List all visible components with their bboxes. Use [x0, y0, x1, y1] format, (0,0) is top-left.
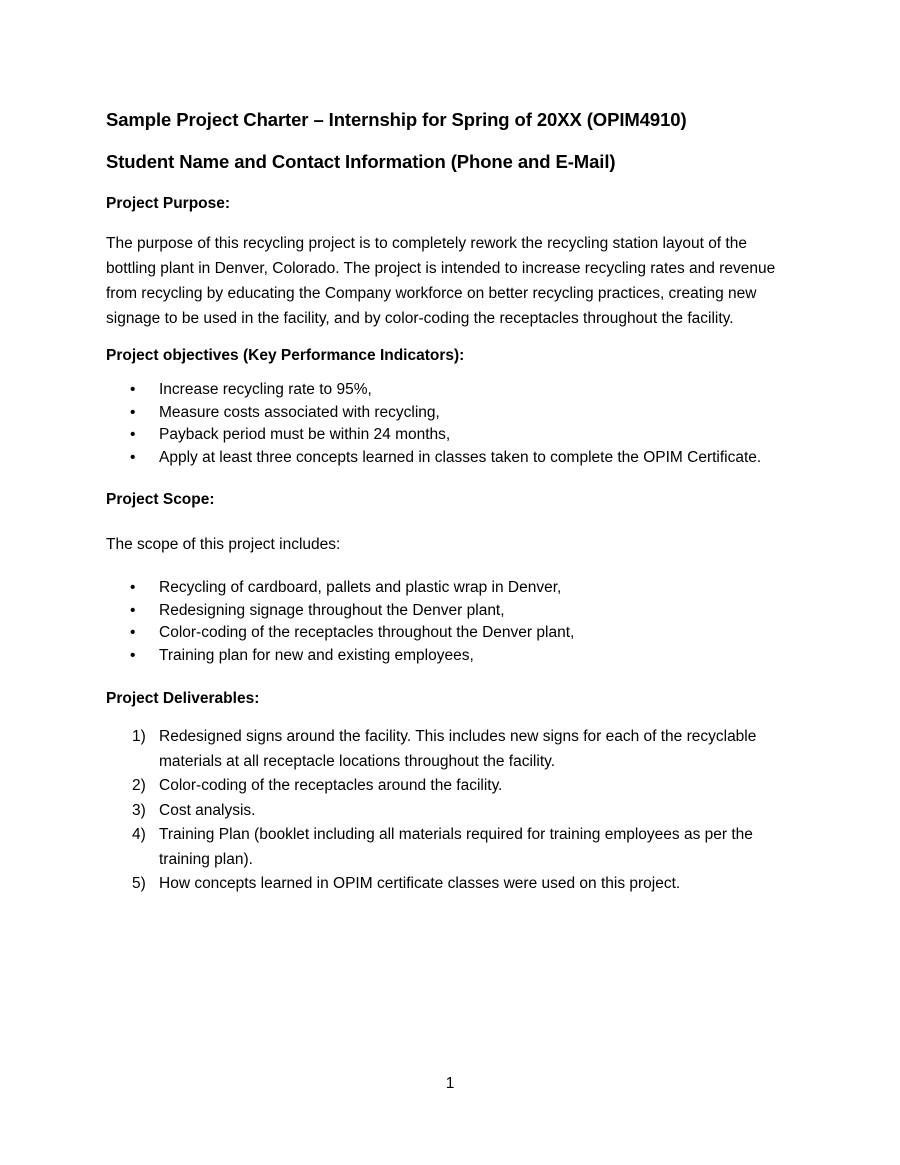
deliverable-item [106, 725, 796, 774]
bullet-icon: • [130, 624, 136, 641]
objective-item [106, 424, 796, 447]
document-title: Sample Project Charter – Internship for Spring of 20XX (OPIM4910) [106, 109, 687, 130]
deliverable-item [106, 799, 796, 824]
deliverable-text: How concepts learned in OPIM certificate classes were used on this project. [159, 875, 681, 892]
bullet-icon: • [130, 646, 136, 664]
scope-text: Training plan for new and existing employees, [159, 646, 474, 664]
page-number: 1 [445, 1075, 455, 1092]
deliverable-text: Color-coding of the receptacles around the facility. [159, 777, 503, 794]
bullet-icon: • [130, 448, 136, 466]
deliverable-item [106, 774, 796, 799]
bullet-icon: • [130, 381, 136, 398]
deliverables-list [106, 725, 796, 897]
scope-heading: Project Scope: [106, 491, 215, 508]
scope-item [106, 577, 796, 600]
scope-item [106, 622, 796, 645]
bullet-icon: • [130, 601, 136, 619]
deliverable-item [106, 872, 796, 897]
objective-item [106, 379, 796, 402]
objectives-list [106, 379, 796, 469]
objective-text: Increase recycling rate to 95%, [159, 381, 372, 398]
objective-text: Apply at least three concepts learned in classes taken to complete the OPIM Certificate. [159, 448, 762, 466]
bullet-icon: • [130, 579, 136, 596]
scope-item [106, 645, 796, 668]
deliverable-number: 1) [132, 728, 146, 745]
deliverable-number: 2) [132, 777, 146, 794]
scope-text: Recycling of cardboard, pallets and plastic wrap in Denver, [159, 579, 562, 596]
deliverables-heading: Project Deliverables: [106, 690, 260, 707]
deliverable-number: 4) [132, 826, 146, 843]
deliverable-text: Cost analysis. [159, 801, 256, 819]
objective-item [106, 447, 796, 470]
objective-item [106, 402, 796, 425]
scope-list [106, 577, 796, 667]
deliverable-text: Training Plan (booklet including all materials required for training employees as per the training plan). [159, 826, 753, 868]
objective-text: Payback period must be within 24 months, [159, 426, 451, 443]
purpose-heading: Project Purpose: [106, 195, 231, 212]
scope-item [106, 600, 796, 623]
objective-text: Measure costs associated with recycling, [159, 403, 440, 421]
deliverable-item [106, 823, 796, 872]
deliverable-number: 3) [132, 801, 146, 819]
objectives-heading: Project objectives (Key Performance Indicators): [106, 347, 465, 364]
purpose-paragraph: The purpose of this recycling project is to completely rework the recycling station layout of the bottling plant in Denver, Colorado. The project is intended to increase recycling rates and revenue from recycling by educating the Company workforce on better recycling practices, creating new signage to be used in the facility, and by color-coding the receptacles throughout the facility. [106, 235, 776, 327]
scope-text: Color-coding of the receptacles throughout the Denver plant, [159, 624, 575, 641]
document-subtitle: Student Name and Contact Information (Phone and E-Mail) [106, 151, 616, 172]
scope-intro: The scope of this project includes: [106, 536, 341, 553]
deliverable-text: Redesigned signs around the facility. This includes new signs for each of the recyclable materials at all receptacle locations throughout the facility. [159, 728, 757, 770]
document-body [106, 108, 796, 897]
bullet-icon: • [130, 426, 136, 443]
deliverable-number: 5) [132, 875, 146, 892]
bullet-icon: • [130, 403, 136, 421]
scope-text: Redesigning signage throughout the Denver plant, [159, 601, 505, 619]
